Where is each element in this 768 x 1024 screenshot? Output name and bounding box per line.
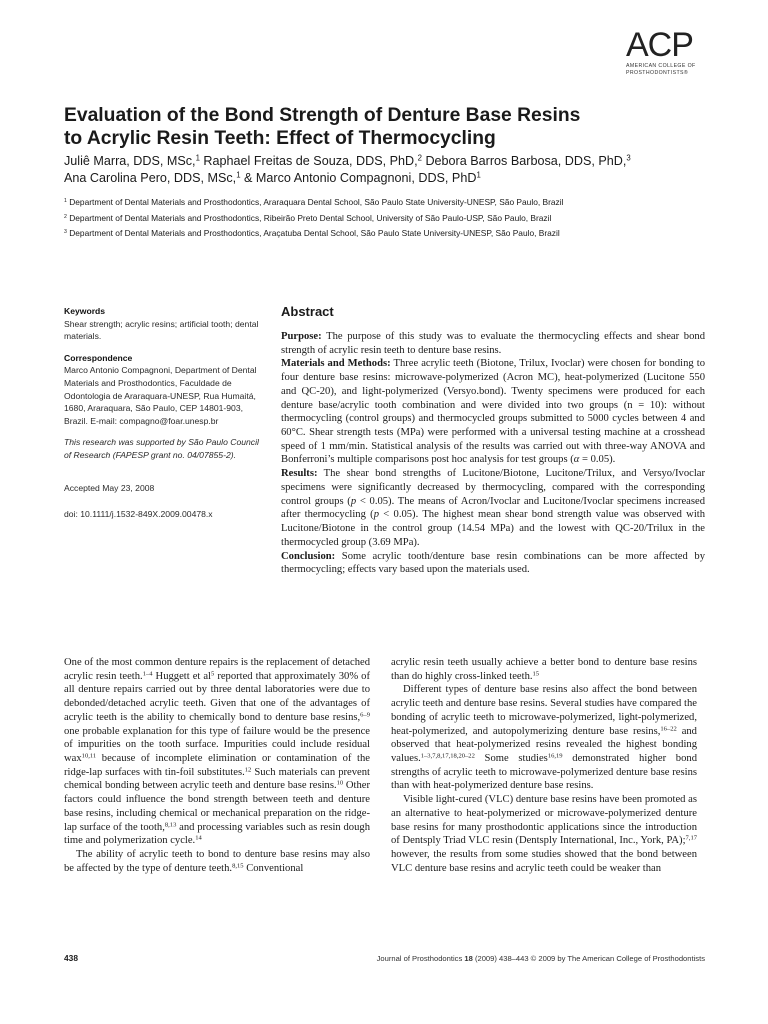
citation: 15 (532, 670, 540, 678)
abstract-heading: Abstract (281, 304, 334, 319)
body-text: and processing variables such as resin dough time and polymerization cycle. (64, 821, 370, 847)
logo-subtitle-line1: AMERICAN COLLEGE OF (626, 63, 696, 69)
citation: 16,19 (547, 752, 563, 760)
article-title (64, 104, 704, 150)
abstract-text: < 0.05). The means of Acron/Ivoclar and Lucitone/Ivoclar specimens increased after thermocycling ( (281, 495, 705, 521)
body-column-left (64, 656, 370, 876)
funding-note: This research was supported by São Paulo Council of Research (FAPESP grant no. 04/07855-2). (64, 437, 259, 460)
body-column-right (391, 656, 697, 876)
acp-logo (626, 28, 706, 76)
correspondence-block (64, 352, 264, 428)
body-text: however, the results from some studies showed that the bond between VLC denture base resins and acrylic teeth could be weaker than (391, 849, 697, 874)
body-text: one probable explanation for this type of failure would be the presence of impurities on the tooth surface. Impurities could include residual wax (64, 725, 370, 765)
abstract-text: The shear bond strengths of Lucitone/Biotone, Lucitone/Trilux, and Versyo/Ivoclar specimens were significantly decreased by thermocycling, compared with the corresponding control groups ( (281, 468, 705, 507)
body-text: Huggett et al (152, 670, 212, 682)
author: & Marco Antonio Compagnoni, DDS, PhD (240, 171, 477, 185)
affiliation-text: Department of Dental Materials and Prosthodontics, Araçatuba Dental School, São Paulo State University-UNESP, São Paulo, Brazil (66, 228, 560, 238)
abstract-section (281, 304, 705, 577)
abstract-text: Some acrylic tooth/denture base resin combinations can be more affected by thermocycling; effects vary based upon the materials used. (281, 550, 705, 576)
affiliation-text: Department of Dental Materials and Prosthodontics, Ribeirão Preto Dental School, University of São Paulo-USP, São Paulo, Brazil (66, 212, 552, 223)
body-text: Such materials can prevent chemical bonding between acrylic teeth and denture base resins. (64, 766, 370, 792)
keywords-heading: Keywords (64, 306, 106, 316)
logo-mark: ACP (626, 26, 693, 64)
affiliation-number: 2 (64, 213, 67, 220)
abstract-label: Materials and Methods: (281, 358, 391, 370)
author-affiliation-mark: 1 (236, 170, 241, 180)
citation: 10,11 (81, 752, 97, 760)
citation: 1–3,7,8,17,18,20–22 (420, 752, 475, 760)
abstract-methods (281, 357, 705, 467)
keywords-block (64, 305, 264, 343)
author-affiliation-mark: 3 (626, 153, 631, 163)
abstract-text: < 0.05). The highest mean shear bond strength value was observed with Lucitone/Biotone in the control group (14.54 MPa) and the lowest with QC-20/Trilux in the thermocycled group (3.69 MPa). (281, 509, 706, 548)
author: Juliê Marra, DDS, MSc, (64, 154, 196, 168)
body-text: Some studies (474, 753, 548, 765)
affiliation (64, 226, 724, 242)
affiliation-number: 3 (64, 229, 67, 236)
p-symbol: p (350, 495, 357, 507)
article-title-line1: Evaluation of the Bond Strength of Denture Base Resins (64, 105, 581, 126)
logo-subtitle-line2: PROSTHODONTISTS® (626, 69, 689, 76)
abstract-text: = 0.05). (579, 454, 616, 466)
author: Ana Carolina Pero, DDS, MSc, (64, 171, 237, 185)
journal-details: (2009) 438–443 © 2009 by The American College of Prosthodontists (472, 954, 705, 963)
accepted-date: Accepted May 23, 2008 (64, 482, 155, 493)
article-info-sidebar (64, 305, 264, 521)
affiliation (64, 195, 724, 211)
affiliation-text: Department of Dental Materials and Prosthodontics, Araraquara Dental School, São Paulo State University-UNESP, São Paulo, Brazil (66, 197, 564, 207)
body-text: because of incomplete elimination or contamination of the ridge-lap surfaces with tin-foil substitutes. (64, 753, 370, 778)
citation: 7,17 (685, 834, 697, 842)
body-text: Visible light-cured (VLC) denture base resins have been promoted as an alternative to heat-polymerized or microwave-polymerized denture base resins for many prosthodontic applications since the introduction of Dentsply Triad VLC resin (Dentsply International, Inc., York, PA); (391, 794, 697, 847)
abstract-body (281, 330, 705, 577)
citation: 8,13 (164, 821, 177, 829)
journal-citation (377, 954, 705, 963)
abstract-purpose (281, 330, 705, 357)
body-paragraph (391, 656, 697, 683)
body-text: and observed that heat-polymerized resins revealed the highest bonding values. (391, 725, 697, 765)
page-number: 438 (64, 953, 78, 963)
doi: doi: 10.1111/j.1532-849X.2009.00478.x (64, 509, 213, 520)
body-paragraph (64, 848, 370, 875)
abstract-label: Results: (281, 468, 318, 480)
citation: 10 (336, 779, 344, 787)
keywords-text: Shear strength; acrylic resins; artificial tooth; dental materials. (64, 318, 259, 342)
citation: 5 (211, 670, 215, 678)
body-text: acrylic resin teeth usually achieve a better bond to denture base resins than do highly cross-linked teeth. (391, 657, 697, 682)
citation: 16–22 (660, 724, 677, 732)
body-text: One of the most common denture repairs is the replacement of detached acrylic resin teeth. (64, 657, 370, 682)
citation: 6–9 (360, 711, 370, 719)
author-affiliation-mark: 1 (476, 170, 481, 180)
correspondence-text: Marco Antonio Compagnoni, Department of Dental Materials and Prosthodontics, Faculdade de Odontologia de Araraquara-UNESP, Rua Humaitá, 1680, Araraquara, São Paulo, CEP 14801-903, Brazil. E-mail: compagno@foar.unesp.br (64, 365, 257, 426)
logo-subtitle (626, 63, 706, 76)
author: Raphael Freitas de Souza, DDS, PhD, (199, 154, 418, 168)
abstract-label: Conclusion: (281, 550, 336, 562)
citation: 14 (195, 834, 202, 842)
body-text: Other factors could influence the bond strength between teeth and denture base resins, including chemical or mechanical preparation on the ridge-lap surface of the tooth, (64, 780, 370, 833)
body-paragraph (391, 683, 697, 793)
journal-name: Journal of Prosthodontics (376, 954, 465, 963)
author-list (64, 153, 724, 187)
affiliation-list (64, 195, 724, 242)
abstract-results (281, 467, 705, 549)
body-text: The ability of acrylic teeth to bond to denture base resins may also be affected by the type of denture teeth. (64, 849, 370, 874)
author: Debora Barros Barbosa, DDS, PhD, (421, 154, 627, 168)
abstract-label: Purpose: (281, 331, 322, 342)
abstract-text: Three acrylic teeth (Biotone, Trilux, Ivoclar) were chosen for bonding to four denture base resins: microwave-polymerized (Acron MC), heat-polymerized (Lucitone 550 and QC-20), and light-polymerized (Versyo.bond). Twenty specimens were produced for each denture base/acrylic tooth combination and were divided into two groups (n = 10): without thermocycling (control groups) and thermocycled groups submitted to 5000 cycles between 4 and 60°C. Shear strength tests (MPa) were performed with a universal testing machine at a crosshead speed of 1 mm/min. Statistical analysis of the results was carried out with three-way ANOVA and Bonferroni’s multiple comparisons post hoc analysis for test groups ( (281, 358, 705, 466)
affiliation (64, 211, 724, 227)
body-text: demonstrated higher bond strengths of acrylic teeth to microwave-polymerized denture base resins than with heat-polymerized denture base resins. (391, 753, 697, 792)
abstract-conclusion (281, 550, 705, 577)
abstract-text: The purpose of this study was to evaluate the thermocycling effects and shear bond strength of acrylic resin teeth to denture base resins. (281, 331, 705, 356)
body-text: Conventional (243, 862, 304, 874)
body-paragraph (391, 793, 697, 875)
author-affiliation-mark: 1 (195, 153, 200, 163)
correspondence-heading: Correspondence (64, 352, 133, 363)
body-paragraph (64, 656, 370, 848)
journal-volume: 18 (464, 954, 473, 963)
author-affiliation-mark: 2 (417, 153, 422, 163)
body-text: reported that approximately 30% of all denture repairs carried out by three dental laboratories were due to debonded/detached acrylic teeth. Given that one of the advantages of acrylic teeth is the ability to chemically bond to denture base resins, (64, 670, 370, 723)
citation: 8,15 (232, 862, 244, 870)
article-title-line2: to Acrylic Resin Teeth: Effect of Thermocycling (64, 128, 496, 149)
alpha-symbol: α (573, 454, 580, 466)
p-symbol: p (373, 509, 379, 521)
citation: 1–4 (142, 670, 153, 678)
affiliation-number: 1 (64, 198, 67, 205)
citation: 12 (244, 766, 252, 774)
body-text: Different types of denture base resins also affect the bond between acrylic teeth and denture base resins. Several studies have compared the bonding of acrylic teeth to microwave-polymerized, light-polymerized, heat-polymerized, and autopolymerizing denture base resins, (391, 684, 697, 737)
